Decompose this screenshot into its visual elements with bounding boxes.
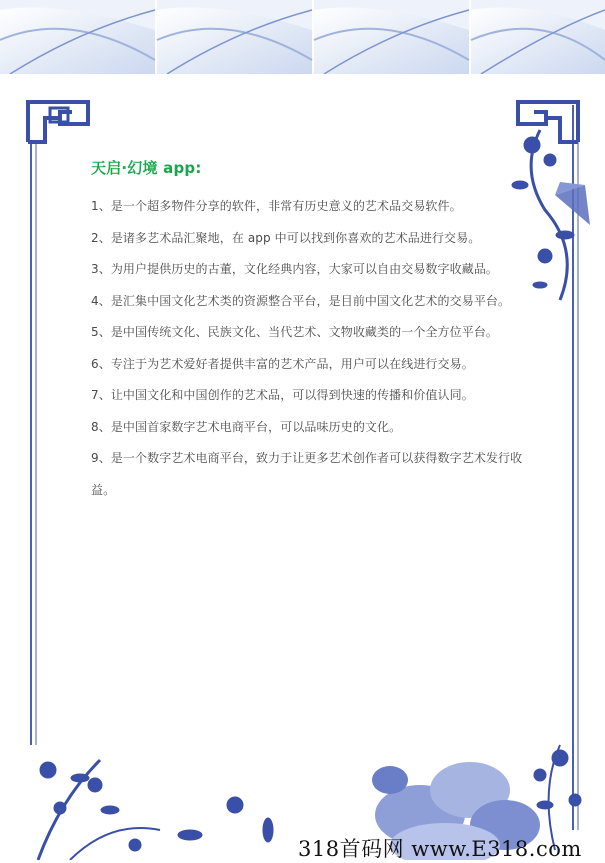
- fan-flower-icon: [555, 182, 590, 225]
- list-item-6: 6、专注于为艺术爱好者提供丰富的艺术产品，用户可以在线进行交易。: [91, 356, 474, 371]
- list-item-8: 8、是中国首家数字艺术电商平台，可以品味历史的文化。: [91, 419, 402, 434]
- list-item-3: 3、为用户提供历史的古董，文化经典内容，大家可以自由交易数字收藏品。: [91, 262, 499, 276]
- list-item-4: 4、是汇集中国文化艺术类的资源整合平台，是目前中国文化艺术的交易平台。: [91, 293, 511, 308]
- list-item-2: 2、是诸多艺术品汇聚地，在 app 中可以找到你喜欢的艺术品进行交易。: [91, 230, 481, 245]
- content-area: [91, 157, 531, 522]
- list-item-5: 5、是中国传统文化、民族文化、当代艺术、文物收藏类的一个全方位平台。: [91, 325, 499, 339]
- watermark-text: 318首码网 www.E318.com: [298, 837, 582, 861]
- list-item-9: 9、是一个数字艺术电商平台，致力于让更多艺术创作者可以获得数字艺术发行收益。: [91, 451, 523, 497]
- list-item-1: 1、是一个超多物件分享的软件，非常有历史意义的艺术品交易软件。: [91, 199, 462, 213]
- flowers-bottom-left-icon: [38, 760, 273, 860]
- list-item-7: 7、让中国文化和中国创作的艺术品，可以得到快速的传播和价值认同。: [91, 388, 474, 402]
- page-title: 天启·幻境 app:: [91, 159, 202, 177]
